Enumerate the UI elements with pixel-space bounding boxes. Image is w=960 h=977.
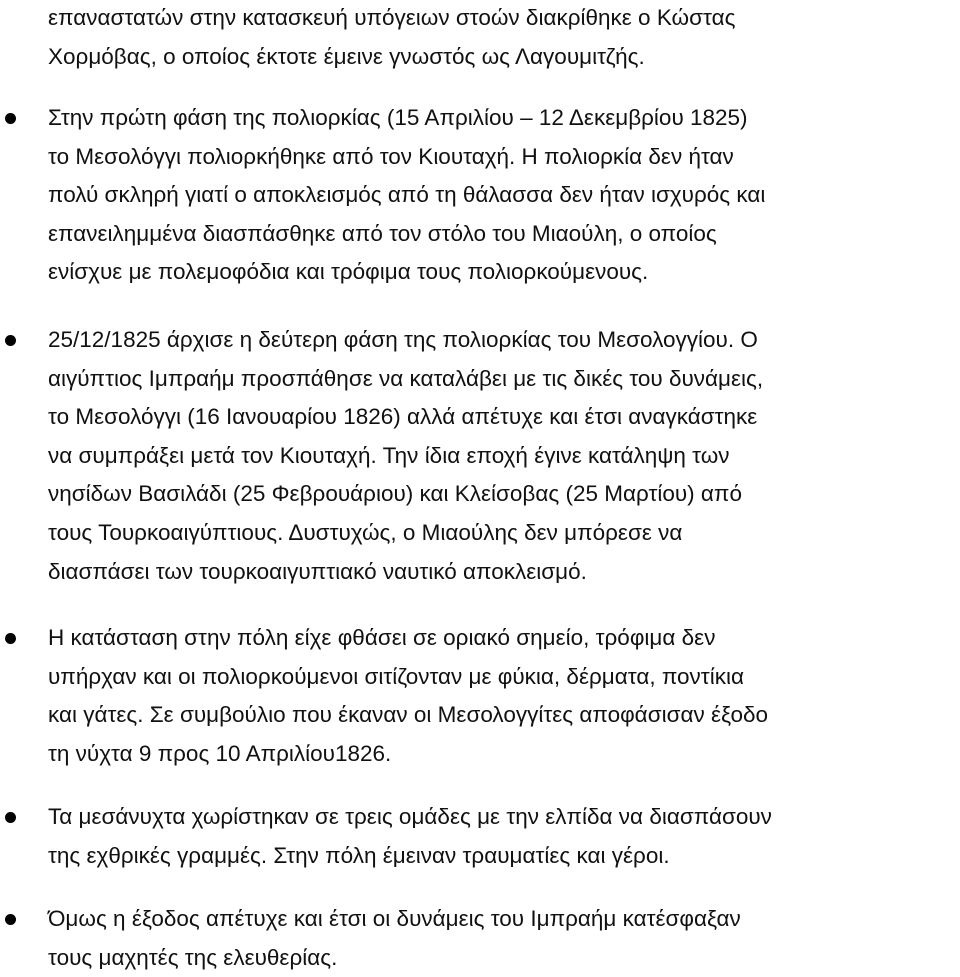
text-line: τους μαχητές της ελευθερίας. [48,944,338,970]
bullet-marker [5,914,16,925]
text-line: νησίδων Βασιλάδι (25 Φεβρουάριου) και Κλείσοβας (25 Μαρτίου) από [48,481,742,507]
text-line: πολύ σκληρή γιατί ο αποκλεισμός από τη θάλασσα δεν ήταν ισχυρός και [48,182,766,208]
paragraph-intro-continuation [48,0,953,76]
text-line: 25/12/1825 άρχισε η δεύτερη φάση της πολιορκίας του Μεσολογγίου. Ο [48,327,758,352]
text-line: τη νύχτα 9 προς 10 Απριλίου1826. [48,740,392,766]
text-line: επανειλημμένα διασπάσθηκε από τον στόλο του Μιαούλη, ο οποίος [48,220,717,246]
bullet-marker [5,633,16,644]
text-line: ενίσχυε με πολεμοφόδια και τρόφιμα τους πολιορκούμενους. [48,259,649,285]
text-line: Η κατάσταση στην πόλη είχε φθάσει σε οριακό σημείο, τρόφιμα δεν [48,625,716,650]
text-line: αιγύπτιος Ιμπραήμ προσπάθησε να καταλάβει με τις δικές του δυνάμεις, [48,365,764,391]
paragraph-second-phase [48,321,953,591]
paragraph-first-phase [48,99,953,292]
text-line: Χορμόβας, ο οποίος έκτοτε έμεινε γνωστός ως Λαγουμιτζής. [48,43,645,69]
bullet-marker [5,113,16,124]
bullet-marker [5,812,16,823]
text-line: υπήρχαν και οι πολιορκούμενοι σιτίζονταν με φύκια, δέρματα, ποντίκια [48,663,744,689]
text-line: το Μεσολόγγι (16 Ιανουαρίου 1826) αλλά απέτυχε και έτσι αναγκάστηκε [48,404,758,430]
text-line: και γάτες. Σε συμβούλιο που έκαναν οι Μεσολογγίτες αποφάσισαν έξοδο [48,702,769,728]
paragraph-city-situation [48,619,953,773]
text-line: της εχθρικές γραμμές. Στην πόλη έμειναν τραυματίες και γέροι. [48,842,670,868]
text-line: Όμως η έξοδος απέτυχε και έτσι οι δυνάμεις του Ιμπραήμ κατέσφαξαν [48,906,741,931]
paragraph-exodus-failed [48,900,953,977]
paragraph-midnight-groups [48,798,953,875]
text-line: το Μεσολόγγι πολιορκήθηκε από τον Κιουταχή. Η πολιορκία δεν ήταν [48,143,734,169]
text-line: να συμπράξει μετά τον Κιουταχή. Την ίδια εποχή έγινε κατάληψη των [48,442,730,468]
bullet-marker [5,335,16,346]
text-line: Τα μεσάνυχτα χωρίστηκαν σε τρεις ομάδες με την ελπίδα να διασπάσουν [48,804,772,829]
text-line: επαναστατών στην κατασκευή υπόγειων στοών διακρίθηκε ο Κώστας [48,5,736,30]
text-line: Στην πρώτη φάση της πολιορκίας (15 Απριλίου – 12 Δεκεμβρίου 1825) [48,105,748,130]
text-line: διασπάσει των τουρκοαιγυπτιακό ναυτικό αποκλεισμό. [48,558,587,584]
text-line: τους Τουρκοαιγύπτιους. Δυστυχώς, ο Μιαούλης δεν μπόρεσε να [48,519,683,545]
